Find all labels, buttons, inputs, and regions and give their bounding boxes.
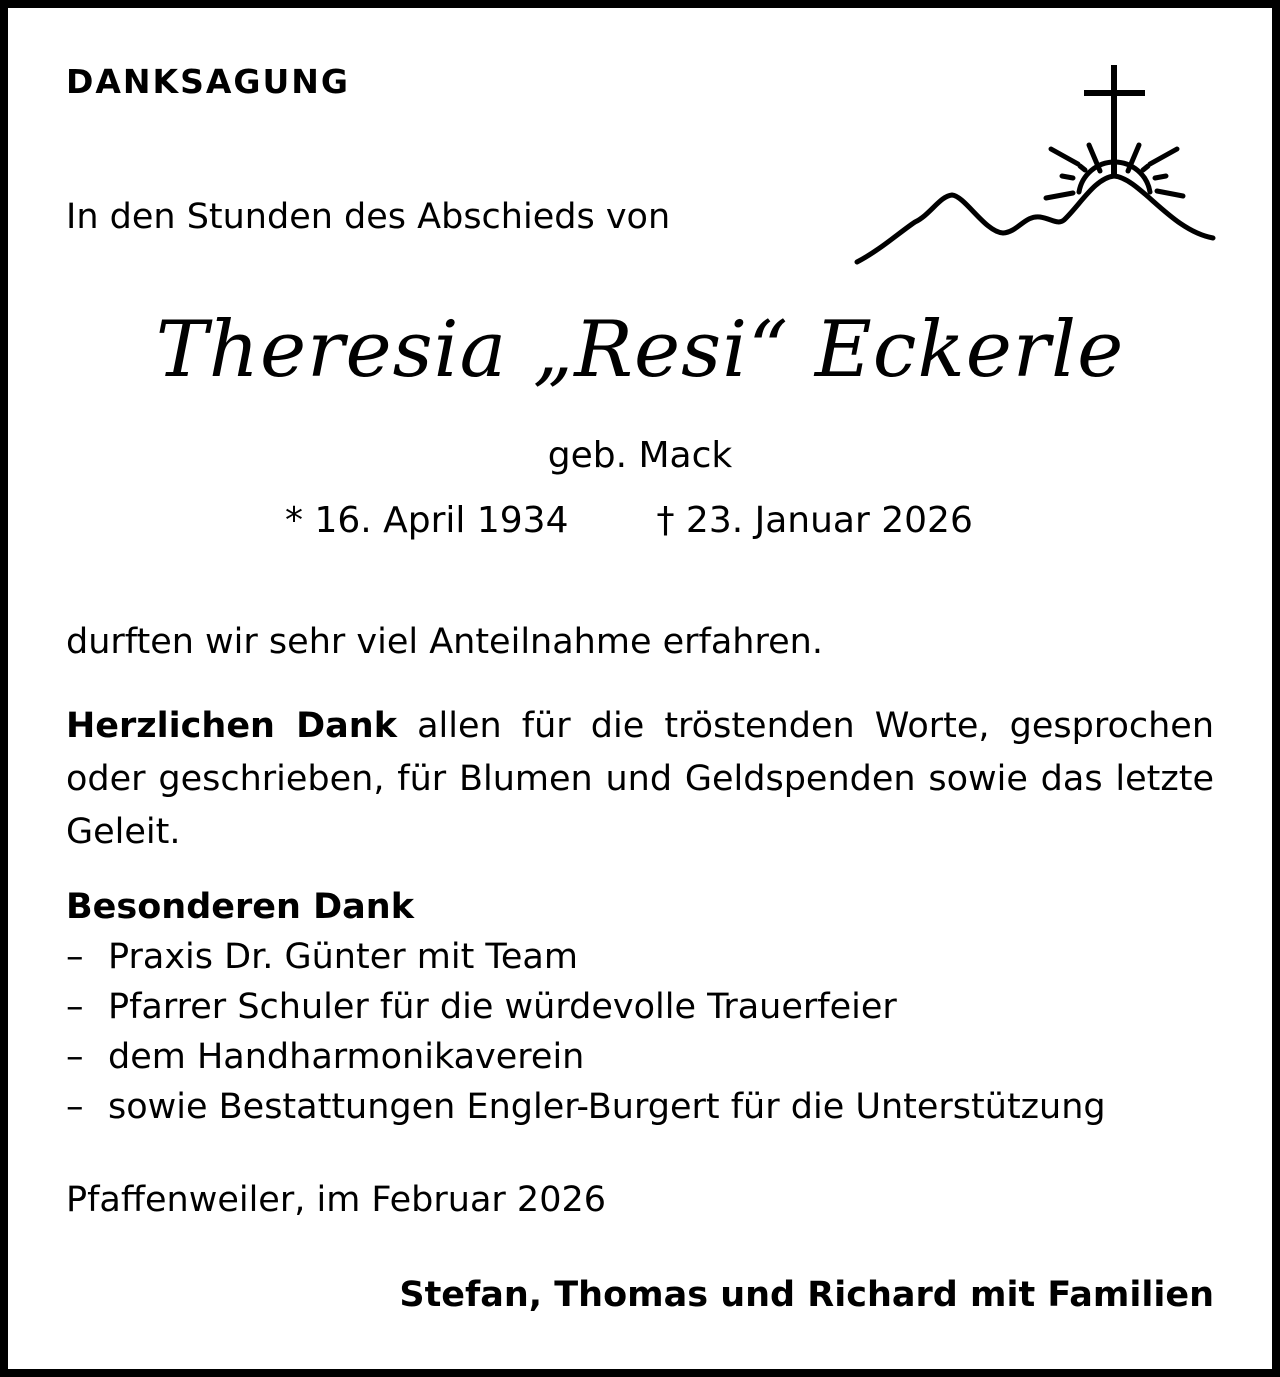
thanks-bold: Herzlichen Dank <box>66 706 397 746</box>
notice-heading: DANKSAGUNG <box>66 62 351 101</box>
special-thanks <box>66 882 1106 1132</box>
list-item: – Praxis Dr. Günter mit Team <box>66 937 578 977</box>
signature: Stefan, Thomas und Richard mit Familien <box>399 1275 1214 1315</box>
birth-date: * 16. April 1934 <box>285 500 569 541</box>
place-date: Pfaffenweiler, im Februar 2026 <box>66 1180 607 1220</box>
list-item: – Pfarrer Schuler für die würdevolle Trauerfeier <box>66 987 897 1027</box>
thanks-paragraph <box>66 700 1214 859</box>
list-item: – dem Handharmonikaverein <box>66 1037 585 1077</box>
death-date: † 23. Januar 2026 <box>656 500 973 541</box>
special-thanks-title: Besonderen Dank <box>66 887 414 927</box>
deceased-name: Theresia „Resi“ Eckerle <box>155 305 1125 395</box>
thanks-text: allen für die tröstenden Worte, gesprochen oder geschrieben, für Blumen und Geldspenden sowie das letzte Geleit. <box>66 706 1215 852</box>
list-item: – sowie Bestattungen Engler-Burgert für die Unterstützung <box>66 1087 1106 1127</box>
cross-mountain-sun-icon <box>0 0 1280 300</box>
life-dates <box>285 500 973 541</box>
intro-text: In den Stunden des Abschieds von <box>66 197 671 237</box>
birth-name: geb. Mack <box>547 435 733 476</box>
sympathy-text: durften wir sehr viel Anteilnahme erfahren. <box>66 622 823 662</box>
